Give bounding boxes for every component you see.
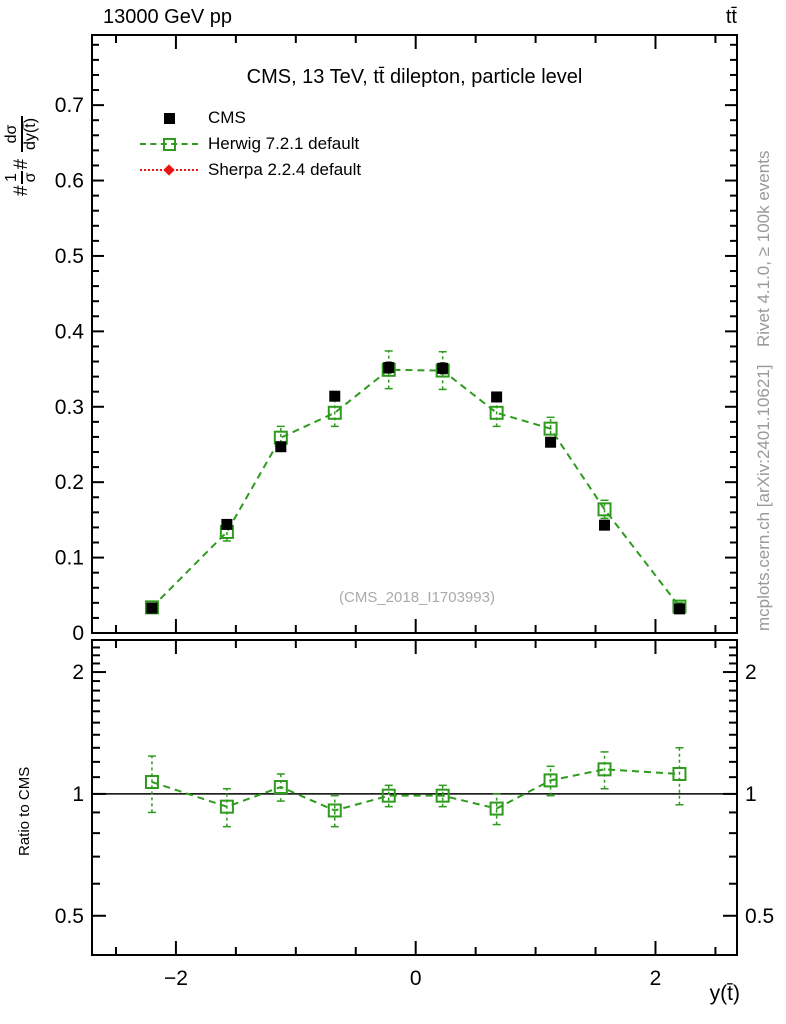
plot-title: CMS, 13 TeV, tt̄ dilepton, particle level — [246, 66, 583, 88]
svg-text:0: 0 — [72, 622, 84, 645]
x-axis-title: y(t̄) — [709, 982, 740, 1005]
cms-marker-sample — [140, 110, 198, 126]
svg-text:0.2: 0.2 — [54, 471, 84, 495]
svg-text:2: 2 — [72, 661, 84, 685]
ratio-series — [146, 748, 686, 827]
svg-text:0.5: 0.5 — [54, 904, 84, 928]
beam-energy-label: 13000 GeV pp — [103, 6, 232, 28]
svg-text:0.6: 0.6 — [54, 169, 84, 193]
sherpa-marker-sample — [140, 162, 198, 178]
legend-item-cms — [140, 105, 361, 131]
tick-labels — [55, 94, 774, 990]
herwig-marker-sample — [140, 136, 198, 152]
ylabel-hash-1: # — [10, 185, 32, 196]
legend-label: Sherpa 2.2.4 default — [208, 160, 362, 179]
legend-label: Herwig 7.2.1 default — [208, 134, 360, 153]
svg-text:0.4: 0.4 — [54, 320, 84, 344]
svg-text:0.5: 0.5 — [54, 244, 84, 268]
dsigma-dy-fraction: dσ dy(t̄) — [3, 117, 39, 150]
analysis-id-watermark: (CMS_2018_I1703993) — [339, 589, 495, 606]
svg-text:0.3: 0.3 — [54, 395, 84, 419]
svg-text:2: 2 — [745, 661, 757, 685]
ylabel-hash-2: # — [10, 158, 32, 170]
legend — [140, 105, 361, 183]
svg-text:2: 2 — [649, 967, 662, 990]
herwig-series — [146, 351, 686, 613]
legend-item-sherpa — [140, 157, 361, 183]
svg-text:0.5: 0.5 — [745, 904, 775, 928]
legend-label: CMS — [208, 108, 246, 127]
y-axis-title — [4, 116, 40, 196]
cms-series — [146, 362, 685, 614]
process-label: tt̄ — [725, 6, 737, 28]
svg-text:1: 1 — [745, 782, 757, 806]
svg-text:0.7: 0.7 — [54, 94, 84, 118]
svg-text:−2: −2 — [163, 967, 188, 990]
one-over-sigma-fraction: 1 σ — [3, 172, 39, 183]
ratio-axis-title: Ratio to CMS — [16, 766, 33, 856]
legend-item-herwig — [140, 131, 361, 157]
svg-text:0: 0 — [409, 967, 422, 990]
svg-text:0.1: 0.1 — [54, 546, 84, 570]
mcplots-arxiv-note: mcplots.cern.ch [arXiv:2401.10621] — [754, 364, 773, 631]
svg-text:1: 1 — [72, 782, 84, 806]
rivet-version-note: Rivet 4.1.0, ≥ 100k events — [754, 150, 773, 347]
